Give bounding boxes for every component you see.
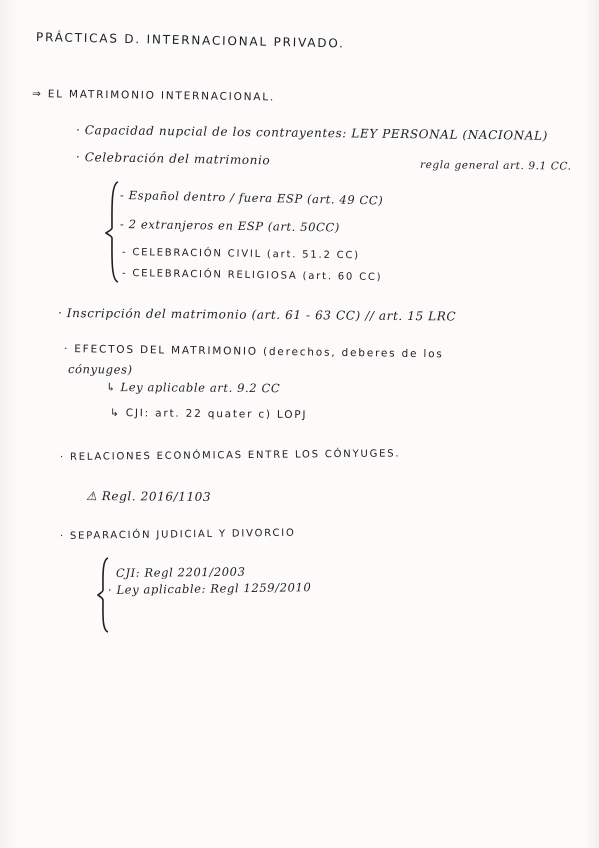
item-separacion-divorcio: · SEPARACIÓN JUDICIAL Y DIVORCIO [59,527,296,542]
item-celebracion: · Celebración del matrimonio [75,150,271,168]
subitem-cji-separacion: CJI: Regl 2201/2003 [115,564,246,580]
subitem-celebracion-civil: - CELEBRACIÓN CIVIL (art. 51.2 CC) [121,247,360,262]
item-efectos-cont: cónyuges) [67,362,133,377]
page-title: PRÁCTICAS D. INTERNACIONAL PRIVADO. [35,30,345,51]
item-efectos: · EFECTOS DEL MATRIMONIO (derechos, deberes de los [63,343,444,361]
brace-celebracion [104,180,120,284]
item-celebracion-regla: regla general art. 9.1 CC. [419,159,572,173]
subitem-ley-aplicable-efectos: ↳ Ley aplicable art. 9.2 CC [105,380,281,396]
item-capacidad-nupcial: · Capacidad nupcial de los contrayentes: LEY PERSONAL (NACIONAL) [75,123,548,143]
subitem-celebracion-religiosa: - CELEBRACIÓN RELIGIOSA (art. 60 CC) [121,268,383,284]
reglamento-relaciones: ⚠ Regl. 2016/1103 [85,489,212,504]
item-inscripcion: · Inscripción del matrimonio (art. 61 - 63 CC) // art. 15 LRC [57,306,457,324]
section-heading-matrimonio: ⇒ EL MATRIMONIO INTERNACIONAL. [31,88,276,104]
subitem-ley-aplicable-separacion: · Ley aplicable: Regl 1259/2010 [107,580,312,597]
subitem-cji-efectos: ↳ CJI: art. 22 quater c) LOPJ [109,407,308,422]
item-relaciones-economicas: · RELACIONES ECONÓMICAS ENTRE LOS CÓNYUGES. [59,448,401,463]
subitem-extranjeros: - 2 extranjeros en ESP (art. 50CC) [119,217,341,235]
subitem-espanol: - Español dentro / fuera ESP (art. 49 CC) [119,188,384,208]
